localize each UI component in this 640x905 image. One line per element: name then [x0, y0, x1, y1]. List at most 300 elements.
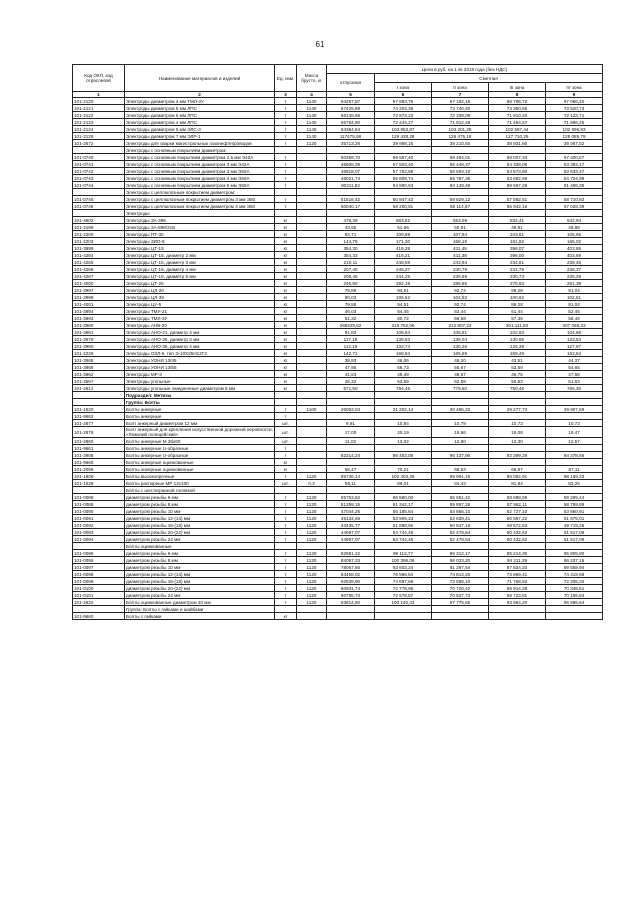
zone4-price-cell: 58 710,82 [546, 196, 603, 203]
unit-cell: кг [275, 245, 297, 252]
mass-cell: 1120 [297, 578, 327, 585]
name-cell: Электроды с основным покрытием диаметром 4 мм Э50А [125, 175, 275, 182]
zone4-price-cell: 281,39 [546, 280, 603, 287]
zone3-price-cell: 103,61 [489, 231, 546, 238]
zone3-price-cell: 65,87 [489, 466, 546, 473]
name-cell: Электроды с основным покрытием диаметром 3 мм Э50А [125, 168, 275, 175]
zone1-price-cell: 74 203,36 [375, 105, 432, 112]
zone4-price-cell: 67,11 [546, 466, 603, 473]
page-number: 61 [315, 40, 325, 49]
zone1-price-cell: 102 403,25 [375, 473, 432, 480]
name-cell: Электроды с основным покрытием диаметром 5 мм Э50А [125, 182, 275, 189]
release-price-cell: 671,50 [327, 385, 375, 392]
zone3-price-cell: 69 723,81 [489, 592, 546, 599]
zone1-price-cell: 72 776,96 [375, 585, 432, 592]
name-cell: Электроды ЦЛ-39 [125, 294, 275, 301]
table-row [73, 413, 603, 420]
zone1-price-cell: 53 744,45 [375, 529, 432, 536]
code-cell: 101-3979 [73, 336, 125, 343]
unit-cell: т [275, 126, 297, 133]
release-price-cell: 60765,73 [327, 592, 375, 599]
mass-cell [297, 238, 327, 245]
unit-cell: т [275, 557, 297, 564]
name-cell: диаметром резьбы 8 мм [125, 501, 275, 508]
unit-cell: т [275, 445, 297, 452]
zone4-price-cell: 95 805,80 [546, 550, 603, 557]
name-cell: Электроды УОНИ 13/55 [125, 364, 275, 371]
code-cell: 101-3961 [73, 329, 125, 336]
code-cell: 101-0101 [73, 592, 125, 599]
table-row [73, 140, 603, 147]
col-mass-header: Масса брутто, кг [297, 65, 327, 92]
zone2-price-cell: 779,60 [432, 385, 489, 392]
unit-cell [275, 147, 297, 154]
unit-cell: т [275, 203, 297, 210]
zone2-price-cell [432, 147, 489, 154]
zone1-price-cell: 109,69 [375, 231, 432, 238]
zone3-price-cell: 38 931,60 [489, 140, 546, 147]
unit-cell: т [275, 452, 297, 459]
mass-cell [297, 252, 327, 259]
zone1-price-cell: 138,63 [375, 336, 432, 343]
table-row [73, 364, 603, 371]
code-cell: 101-2121 [73, 105, 125, 112]
code-cell: 101-2203 [73, 238, 125, 245]
zone4-price-cell: 52,45 [546, 308, 603, 315]
release-price-cell: 17,00 [327, 427, 375, 438]
mass-cell: 1140 [297, 133, 327, 140]
zone1-price-cell: 248,59 [375, 259, 432, 266]
table-row [73, 147, 603, 154]
release-price-cell [327, 399, 375, 406]
zone2-price-cell: 240,79 [432, 266, 489, 273]
name-cell: Болты анкерные оцинкованные [125, 466, 275, 473]
release-price-cell: 206,45 [327, 273, 375, 280]
price-table [72, 64, 603, 620]
name-cell: диаметром резьбы 16-(18) мм [125, 578, 275, 585]
zone1-price-cell: 94,51 [375, 301, 432, 308]
zone4-price-cell: 74 419,88 [546, 571, 603, 578]
mass-cell [297, 378, 327, 385]
zone4-price-cell: 19,47 [546, 427, 603, 438]
mass-cell [297, 308, 327, 315]
zone1-price-cell [375, 147, 432, 154]
unit-cell: т [275, 508, 297, 515]
mass-cell [297, 189, 327, 196]
unit-cell: кг [275, 224, 297, 231]
table-row [73, 245, 603, 252]
column-number: 2 [125, 92, 275, 98]
code-cell: 101-3908 [73, 452, 125, 459]
table-row [73, 406, 603, 413]
zone1-price-cell: 563,62 [375, 217, 432, 224]
zone1-price-cell: 49,49 [375, 371, 432, 378]
zone2-price-cell [432, 189, 489, 196]
mass-cell [297, 287, 327, 294]
name-cell: диаметром резьбы 10 мм [125, 564, 275, 571]
name-cell: Болты оцинкованные диаметром 30 мм [125, 599, 275, 606]
zone1-price-cell: 46,06 [375, 357, 432, 364]
zone3-price-cell: 51,44 [489, 308, 546, 315]
zone4-price-cell: 59 299,44 [546, 494, 603, 501]
zone4-price-cell: 44,37 [546, 357, 603, 364]
zone2-price-cell: 50 647,16 [432, 522, 489, 529]
zone1-price-cell [375, 189, 432, 196]
zone2-price-cell: 58 114,67 [432, 203, 489, 210]
zone4-price-cell: 47,68 [546, 371, 603, 378]
name-cell: Группа: Болты с гайками и шайбами [125, 606, 275, 613]
zone3-price-cell: 125,39 [489, 343, 546, 350]
unit-cell: т [275, 564, 297, 571]
release-price-cell: 9,91 [327, 420, 375, 427]
mass-cell [297, 168, 327, 175]
code-cell: 101-4266 [73, 266, 125, 273]
table-row [73, 133, 603, 140]
zone3-price-cell: 50 432,62 [489, 529, 546, 536]
table-row [73, 592, 603, 599]
zone1-price-cell: 171,30 [375, 238, 432, 245]
name-cell: Подраздел: Метизы [125, 392, 275, 399]
zone2-price-cell [432, 613, 489, 620]
zone2-price-cell: 19,86 [432, 427, 489, 438]
zone1-price-cell: 66 580,00 [375, 494, 432, 501]
zone3-price-cell: 43,51 [489, 357, 546, 364]
unit-cell: кг [275, 322, 297, 329]
unit-cell [275, 543, 297, 550]
table-row [73, 343, 603, 350]
table-row [73, 585, 603, 592]
zone2-price-cell: 96 312,17 [432, 550, 489, 557]
name-cell: Электроды ЦТ-15, диаметр 5 мм [125, 273, 275, 280]
zone2-price-cell: 56 448,37 [432, 161, 489, 168]
column-number: 7 [432, 92, 489, 98]
table-row [73, 550, 603, 557]
zone4-price-cell: 91,04 [546, 301, 603, 308]
zone3-price-cell: 231,78 [489, 266, 546, 273]
name-cell: Электроды ЗА-898/21Б [125, 224, 275, 231]
zone3-price-cell: 50,63 [489, 378, 546, 385]
code-cell: 101-0090 [73, 508, 125, 515]
zone4-price-cell: 70 348,61 [546, 585, 603, 592]
table-row [73, 606, 603, 613]
unit-cell: т [275, 522, 297, 529]
release-price-cell: 58,47 [327, 466, 375, 473]
zone1-price-cell: 51,66 [375, 224, 432, 231]
zone1-price-cell: 94,51 [375, 287, 432, 294]
zone3-price-cell: 57 562,11 [489, 501, 546, 508]
unit-cell: кг [275, 273, 297, 280]
zone1-price-cell [375, 543, 432, 550]
zone3-price-cell: 53,59 [489, 364, 546, 371]
release-price-cell: 47044,25 [327, 508, 375, 515]
zone1-price-cell: 108,64 [375, 329, 432, 336]
zone2-price-cell: 239,69 [432, 273, 489, 280]
mass-cell [297, 364, 327, 371]
name-cell: Электроды с целлюлозным покрытием диаметром 3 мм Э50 [125, 196, 275, 203]
release-price-cell: 82981,22 [327, 550, 375, 557]
zone1-price-cell [375, 392, 432, 399]
col-name-header: Наименование материалов и изделий [125, 65, 275, 92]
name-cell: Электроды АНО-36, диаметр 4 мм [125, 343, 275, 350]
name-cell: Электроды с основным покрытием диаметром: [125, 147, 275, 154]
column-number: 4 [297, 92, 327, 98]
release-price-cell: 50369,70 [327, 154, 375, 161]
zone4-price-cell: 235,29 [546, 273, 603, 280]
zone1-price-cell: 56 809,74 [375, 175, 432, 182]
zone2-price-cell: 99 991,16 [432, 473, 489, 480]
release-price-cell: 207,40 [327, 266, 375, 273]
release-price-cell: 48021,74 [327, 175, 375, 182]
release-price-cell [327, 189, 375, 196]
code-cell: 101-2199 [73, 224, 125, 231]
zone2-price-cell: 92,74 [432, 301, 489, 308]
zone4-price-cell: 236,37 [546, 266, 603, 273]
name-cell: Электроды с основным покрытием диаметром 3 мм Э42А [125, 161, 275, 168]
unit-cell: т [275, 406, 297, 413]
name-cell: Электроды АНВ-20 [125, 322, 275, 329]
release-price-cell: 142,71 [327, 350, 375, 357]
code-cell: 101-2860 [73, 438, 125, 445]
code-cell [73, 399, 125, 406]
code-cell: 101-2226 [73, 350, 125, 357]
zone2-price-cell: 92,74 [432, 287, 489, 294]
release-price-cell [327, 210, 375, 217]
table-row [73, 515, 603, 522]
zone1-price-cell: 129 428,28 [375, 133, 432, 140]
zone4-price-cell: 29 907,89 [546, 406, 603, 413]
zone2-price-cell: 136,04 [432, 336, 489, 343]
code-cell: 101-2124 [73, 126, 125, 133]
mass-cell [297, 280, 327, 287]
code-cell: 101-0093 [73, 529, 125, 536]
unit-cell: кг [275, 357, 297, 364]
zone1-price-cell: 74 697,68 [375, 578, 432, 585]
release-price-cell: 43435,77 [327, 522, 375, 529]
mass-cell [297, 224, 327, 231]
zone3-price-cell [489, 606, 546, 613]
mass-cell [297, 413, 327, 420]
code-cell: 101-3994 [73, 308, 125, 315]
table-row [73, 287, 603, 294]
release-price-cell: 26053,04 [327, 406, 375, 413]
zone1-price-cell: 292,19 [375, 280, 432, 287]
unit-cell: кг [275, 378, 297, 385]
zone3-price-cell: 52 727,10 [489, 508, 546, 515]
unit-cell: т [275, 413, 297, 420]
unit-cell: т [275, 154, 297, 161]
mass-cell [297, 427, 327, 438]
zone3-price-cell: 73 350,55 [489, 105, 546, 112]
name-cell: Электроды ЦТ-15, диаметр 3 мм [125, 259, 275, 266]
zone4-price-cell: 307 068,33 [546, 322, 603, 329]
code-cell: 101-9660 [73, 613, 125, 620]
release-price-cell: 41,83 [327, 371, 375, 378]
mass-cell: 1100 [297, 406, 327, 413]
release-price-cell: 79,88 [327, 301, 375, 308]
mass-cell: 1120 [297, 599, 327, 606]
mass-cell: 1140 [297, 126, 327, 133]
release-price-cell: 55,11 [327, 480, 375, 487]
table-row [73, 119, 603, 126]
zone3-price-cell: 50 587,22 [489, 515, 546, 522]
code-cell: 101-0098 [73, 571, 125, 578]
name-cell: Электроды ЦТ-15, диаметр 4 мм [125, 266, 275, 273]
release-price-cell [327, 413, 375, 420]
zone4-price-cell: 765,30 [546, 385, 603, 392]
unit-cell: кг [275, 238, 297, 245]
mass-cell [297, 357, 327, 364]
unit-cell: кг [275, 217, 297, 224]
unit-cell: кг [275, 287, 297, 294]
mass-cell: 1120 [297, 508, 327, 515]
zone4-price-cell: 58 799,89 [546, 501, 603, 508]
table-row [73, 231, 603, 238]
release-price-cell: 90,03 [327, 294, 375, 301]
zone1-price-cell: 72 578,57 [375, 592, 432, 599]
code-cell: 101-1806 [73, 473, 125, 480]
code-cell: 101-3965 [73, 357, 125, 364]
table-row [73, 445, 603, 452]
unit-cell: т [275, 550, 297, 557]
release-price-cell: 46,03 [327, 308, 375, 315]
name-cell: Болт анкерный для крепления искусственной дорожной неровности, «Лежачий полицейский» [126, 427, 273, 437]
zone1-price-cell: 245,37 [375, 266, 432, 273]
unit-cell: кг [275, 336, 297, 343]
unit-cell: т [275, 140, 297, 147]
zone4-price-cell: 83,26 [546, 480, 603, 487]
zone4-price-cell: 53 393,17 [546, 161, 603, 168]
name-cell: диаметром резьбы 12-(14) мм [125, 571, 275, 578]
zone4-price-cell: 89 559,94 [546, 564, 603, 571]
name-cell: Электроды диаметром 4 мм ЛПС [125, 119, 275, 126]
mass-cell [297, 315, 327, 322]
table-row [73, 98, 603, 105]
zone2-price-cell: 97 775,65 [432, 599, 489, 606]
zone4-price-cell: 403,69 [546, 252, 603, 259]
zone1-price-cell: 59 200,91 [375, 203, 432, 210]
release-price-cell: 117475,68 [327, 133, 375, 140]
zone1-price-cell: 99 112,77 [375, 550, 432, 557]
table-body [73, 98, 603, 620]
name-cell: Электроды ТМУ-21 [125, 308, 275, 315]
mass-cell [297, 259, 327, 266]
zone1-price-cell: 31 202,14 [375, 406, 432, 413]
zone2-price-cell: 72 339,09 [432, 112, 489, 119]
zone4-price-cell: 58,49 [546, 315, 603, 322]
zone2-price-cell: 165,69 [432, 350, 489, 357]
unit-cell: т [275, 105, 297, 112]
zone2-price-cell: 286,65 [432, 280, 489, 287]
zone4-price-cell: 165,02 [546, 238, 603, 245]
zone2-price-cell [432, 487, 489, 494]
zone1-price-cell: 94 890,63 [375, 182, 432, 189]
table-row [73, 259, 603, 266]
zone3-price-cell: 750,46 [489, 385, 546, 392]
name-cell: Электроды диаметром 5 мм ЛПС [125, 105, 275, 112]
mass-cell: 1140 [297, 98, 327, 105]
code-cell: 101-0741 [73, 161, 125, 168]
name-cell: Электроды с основным покрытием диаметром 2,5 мм Э42А [125, 154, 275, 161]
zone3-price-cell: 96 092,91 [489, 473, 546, 480]
zone2-price-cell: 96 137,90 [432, 452, 489, 459]
release-price-cell [327, 487, 375, 494]
zone2-price-cell: 93 149,48 [432, 182, 489, 189]
unit-cell: кг [275, 466, 297, 473]
zone1-price-cell: 76 988,64 [375, 571, 432, 578]
unit-cell: т [275, 119, 297, 126]
zone1-price-cell: 39 958,16 [375, 140, 432, 147]
release-price-cell: 84057,33 [327, 557, 375, 564]
zone3-price-cell: 89 667,29 [489, 182, 546, 189]
name-cell: Болты с шестигранной головкой [125, 487, 275, 494]
mass-cell [297, 329, 327, 336]
name-cell: Болты распорные МР 12х100 [125, 480, 275, 487]
release-price-cell: 38,93 [327, 357, 375, 364]
name-cell: Электроды [125, 210, 275, 217]
zone2-price-cell: 59 829,12 [432, 196, 489, 203]
release-price-cell: 43,65 [327, 224, 375, 231]
unit-cell: т [275, 585, 297, 592]
code-cell: 101-9665 [73, 459, 125, 466]
name-cell: Электроды УОНИ 13/45 [125, 357, 275, 364]
zone3-price-cell: 102 567,44 [489, 126, 546, 133]
mass-cell [297, 371, 327, 378]
zone3-price-cell: 10,73 [489, 420, 546, 427]
mass-cell [297, 266, 327, 273]
name-cell: Электроды ЦТ-26 [125, 280, 275, 287]
code-cell: 101-2878 [73, 427, 125, 438]
code-cell: 101-0740 [73, 154, 125, 161]
column-number: 8 [489, 92, 546, 98]
zone1-price-cell: 72 444,27 [375, 119, 432, 126]
code-cell: 101-9662 [73, 413, 125, 420]
zone2-price-cell: 84,43 [432, 480, 489, 487]
table-row [73, 315, 603, 322]
zone3-price-cell [489, 487, 546, 494]
release-price-cell: 46818,07 [327, 168, 375, 175]
zone3-price-cell: 275,93 [489, 280, 546, 287]
unit-cell: кг [275, 266, 297, 273]
table-row [73, 571, 603, 578]
zone1-price-cell: 51 888,92 [375, 522, 432, 529]
code-cell: 101-0099 [73, 578, 125, 585]
unit-cell: т [275, 196, 297, 203]
name-cell: Электроды ОЗЛ-6, тип Э-10Х25Н13Г2 [125, 350, 275, 357]
unit-cell: кг [275, 294, 297, 301]
unit-cell: кг [275, 315, 297, 322]
name-cell: Электроды ЦТ-15 [125, 245, 275, 252]
release-price-cell [327, 543, 375, 550]
unit-cell: т [275, 529, 297, 536]
zone1-price-cell: 57 752,98 [375, 168, 432, 175]
unit-cell: кг [275, 259, 297, 266]
release-price-cell: 94364,64 [327, 126, 375, 133]
zone2-price-cell: 55,67 [432, 364, 489, 371]
table-row [73, 392, 603, 399]
zone3-price-cell: 19,08 [489, 427, 546, 438]
mass-cell: 1120 [297, 494, 327, 501]
code-cell: 101-2200 [73, 231, 125, 238]
code-cell: 101-0746 [73, 203, 125, 210]
zone3-price-cell: 234,81 [489, 259, 546, 266]
zone1-price-cell [375, 487, 432, 494]
zone4-price-cell: 67 066,40 [546, 98, 603, 105]
name-cell: Болты анкерные [125, 413, 275, 420]
table-row [73, 427, 603, 438]
name-cell: Электроды ЦЛ-20 [125, 287, 275, 294]
name-cell: Болты анкерные [125, 406, 275, 413]
zone2-price-cell [432, 543, 489, 550]
